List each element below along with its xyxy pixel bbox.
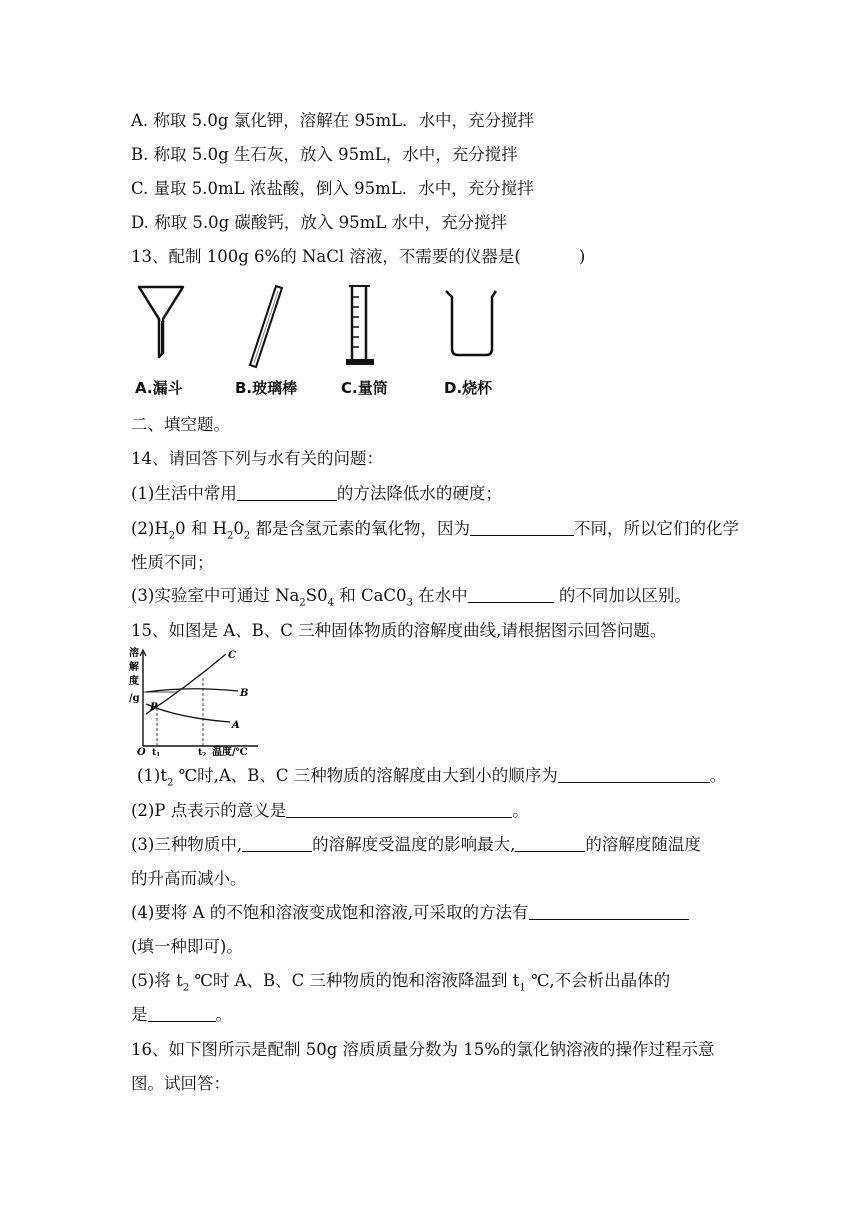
question-15-sub-2: (2)P 点表示的意义是 。	[131, 801, 529, 820]
point-p: P	[150, 702, 158, 713]
question-14-part-3: (3)实验室中可通过 $Na_2S0_4$ 和 $CaC0_3$ 在水中 的不同加以区别。	[131, 586, 691, 609]
curve-c	[146, 654, 226, 714]
glass-rod-icon	[242, 283, 292, 371]
question-15-sub-1: $(1)t_2$ ℃时,A、B、C 三种物质的溶解度由大到小的顺序为 。	[137, 766, 727, 789]
option-d: D. 称取 5.0g 碳酸钙，放入 95mL 水中，充分搅拌	[131, 213, 508, 232]
label-glass-rod: B.玻璃棒	[235, 379, 298, 397]
label-funnel: A.漏斗	[135, 379, 183, 397]
y-label-3: 度	[129, 676, 139, 687]
question-15-sub-3: (3)三种物质中, 的溶解度受温度的影响最大, 的溶解度随温度	[131, 835, 701, 854]
answer-blank[interactable]	[558, 766, 710, 783]
solubility-curve-graph	[128, 646, 263, 756]
question-15-sub-4: (4)要将 A 的不饱和溶液变成饱和溶液,可采取的方法有	[131, 902, 689, 924]
question-15-sub-4-cont: (填一种即可)。	[131, 937, 243, 956]
question-16-line-2: 图。试回答：	[131, 1074, 230, 1093]
question-15-sub-5-cont: 是 。	[131, 1005, 232, 1024]
label-c: C	[228, 650, 236, 661]
option-b: B. 称取 5.0g 生石灰，放入 95mL，水中，充分搅拌	[131, 145, 518, 164]
graduated-cylinder-icon	[344, 283, 378, 369]
question-16-line-1: 16、如下图所示是配制 50g 溶质质量分数为 15%的氯化钠溶液的操作过程示意	[131, 1040, 715, 1059]
answer-blank[interactable]	[468, 586, 554, 603]
answer-blank[interactable]	[286, 801, 512, 818]
label-cylinder: C.量筒	[341, 379, 388, 397]
beaker-icon	[442, 283, 500, 359]
y-label-2: 解	[129, 662, 139, 673]
answer-blank[interactable]	[515, 835, 585, 852]
question-13-text: 13、配制 100g 6%的 NaCl 溶液，不需要的仪器是(	[131, 247, 521, 266]
y-label-4: /g	[129, 693, 140, 704]
answer-blank[interactable]	[242, 835, 312, 852]
x-label: 温度/℃	[212, 747, 248, 756]
funnel-icon	[136, 283, 186, 361]
answer-blank[interactable]	[529, 903, 689, 920]
question-15-sub-3-cont: 的升高而减小。	[131, 869, 247, 888]
option-a: A. 称取 5.0g 氯化钾，溶解在 95mL．水中，充分搅拌	[131, 111, 535, 130]
option-c: C. 量取 5.0mL 浓盐酸，倒入 95mL．水中，充分搅拌	[131, 179, 534, 198]
label-beaker: D.烧杯	[444, 379, 493, 397]
question-15-stem: 15、如图是 A、B、C 三种固体物质的溶解度曲线,请根据图示回答问题。	[131, 621, 667, 640]
question-15-sub-5: (5)将 $t_2$ ℃时 A、B、C 三种物质的饱和溶液降温到 $t_1$ ℃,不会析出晶体的	[131, 971, 671, 994]
label-b: B	[240, 688, 249, 699]
tick-t2: $t_2$	[198, 748, 207, 756]
question-14-part-2-cont: 性质不同；	[131, 553, 214, 572]
tick-t1: $t_1$	[152, 748, 161, 756]
question-14-stem: 14、请回答下列与水有关的问题：	[131, 449, 383, 468]
curve-b	[146, 689, 238, 692]
section-heading: 二、填空题。	[131, 415, 230, 434]
curve-a	[146, 704, 230, 722]
y-label-1: 溶	[129, 648, 139, 659]
question-13: 13、配制 100g 6%的 NaCl 溶液，不需要的仪器是( )	[131, 247, 586, 266]
answer-blank[interactable]	[470, 519, 574, 536]
label-a: A	[232, 720, 240, 731]
answer-blank[interactable]	[237, 484, 337, 501]
answer-blank[interactable]	[148, 1005, 216, 1022]
question-14-part-1: (1)生活中常用 的方法降低水的硬度；	[131, 484, 502, 503]
origin: O	[137, 747, 146, 756]
question-14-part-2: $(2)H_20$ 和 $H_20_2$ 都是含氢元素的氧化物，因为 不同，所以它们的化学	[131, 519, 740, 542]
